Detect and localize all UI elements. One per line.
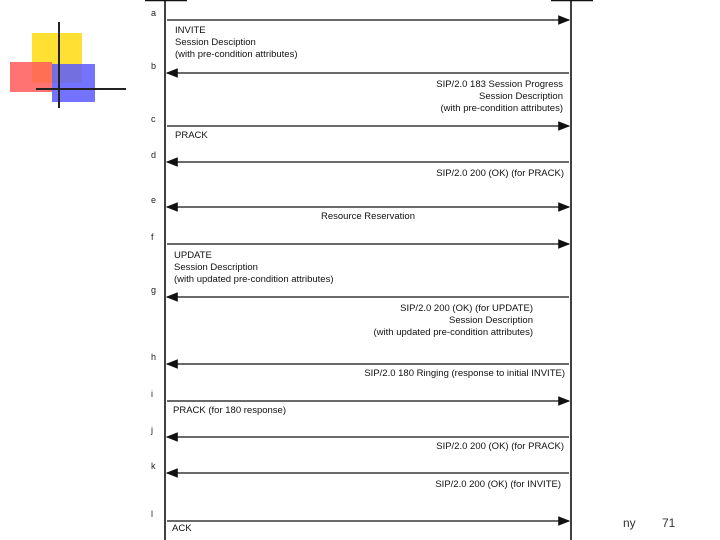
step-label: k [151,461,156,471]
step-label: c [151,114,156,124]
step-label: l [151,509,153,519]
message-caption: SIP/2.0 200 (OK) (for PRACK) [436,441,564,452]
message-caption: PRACK (for 180 response) [173,405,286,416]
step-label: a [151,8,157,18]
message-caption: SIP/2.0 183 Session Progress Session Description (with pre-condition attributes) [436,79,563,114]
message-caption: INVITE Session Desciption (with pre-condition attributes) [175,25,298,60]
page-number: 71 [662,516,676,530]
message-caption: SIP/2.0 180 Ringing (response to initial INVITE) [364,368,565,379]
step-label: b [151,61,157,71]
message-caption: UPDATE Session Description (with updated pre-condition attributes) [174,250,334,285]
message-caption: SIP/2.0 200 (OK) (for UPDATE) Session Description (with updated pre-condition attributes) [373,303,533,338]
step-label: d [151,150,157,160]
step-label: i [151,389,153,399]
message-caption: SIP/2.0 200 (OK) (for PRACK) [436,168,564,179]
message-caption: ACK [172,523,192,534]
step-label: f [151,232,154,242]
step-label: j [151,425,153,435]
step-label: e [151,195,157,205]
message-caption: Resource Reservation [321,211,415,222]
step-label: h [151,352,157,362]
message-caption: SIP/2.0 200 (OK) (for INVITE) [435,479,561,490]
footer-text: ny [623,516,636,530]
message-caption: PRACK [175,130,208,141]
step-label: g [151,285,157,295]
